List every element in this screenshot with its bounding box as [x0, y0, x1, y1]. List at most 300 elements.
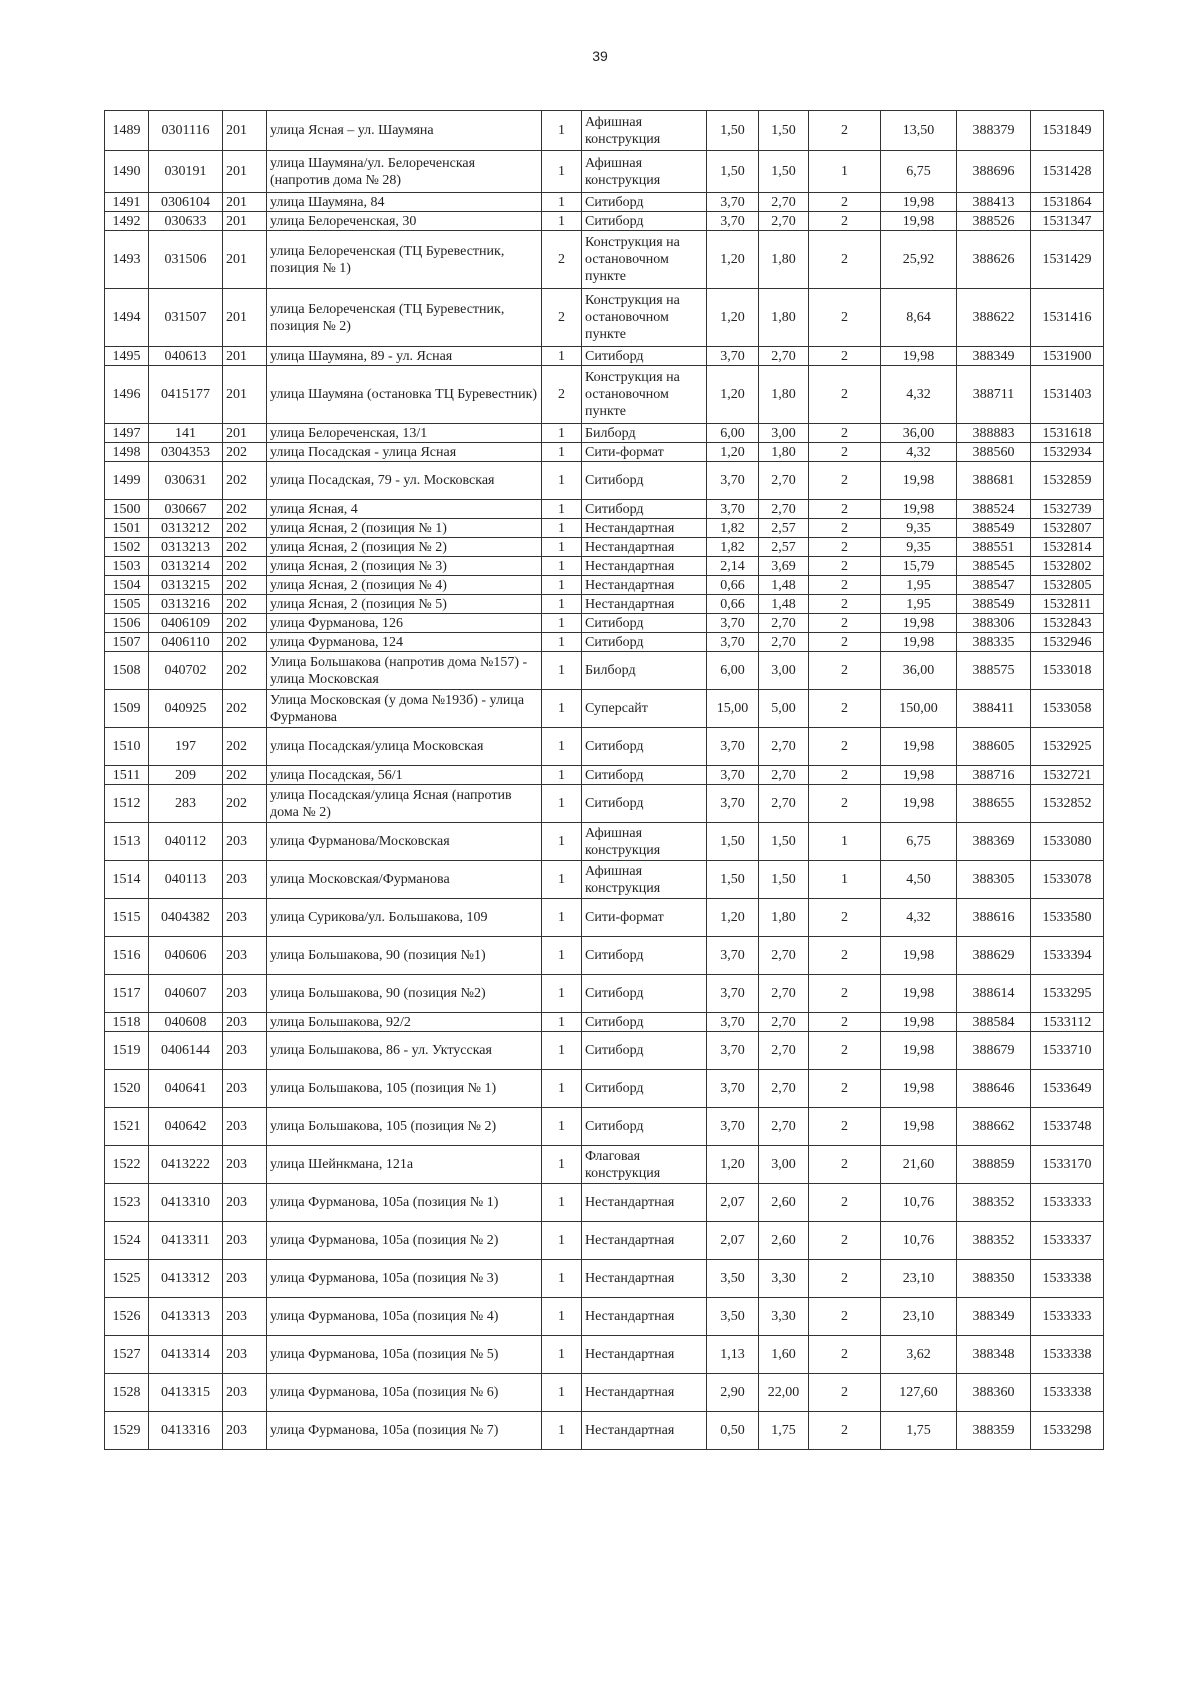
fields-cell: 2 [809, 347, 881, 366]
width-cell: 3,50 [707, 1298, 759, 1336]
table-row [105, 1222, 1104, 1260]
height-cell: 2,70 [759, 1032, 809, 1070]
area-cell: 4,50 [881, 861, 957, 899]
num-cell: 1517 [105, 975, 149, 1013]
sides-cell: 1 [542, 899, 582, 937]
x-coord-cell: 388352 [957, 1222, 1031, 1260]
fields-cell: 2 [809, 728, 881, 766]
num-cell: 1515 [105, 899, 149, 937]
table-row [105, 1336, 1104, 1374]
table-row [105, 1032, 1104, 1070]
zone-cell: 202 [223, 595, 267, 614]
zone-cell: 202 [223, 538, 267, 557]
area-cell: 6,75 [881, 151, 957, 193]
type-cell: Ситиборд [582, 614, 707, 633]
table-row [105, 785, 1104, 823]
code-cell: 040607 [149, 975, 223, 1013]
sides-cell: 1 [542, 500, 582, 519]
zone-cell: 201 [223, 366, 267, 424]
address-cell: улица Ясная – ул. Шаумяна [267, 111, 542, 151]
address-cell: улица Фурманова, 126 [267, 614, 542, 633]
type-cell: Ситиборд [582, 785, 707, 823]
area-cell: 21,60 [881, 1146, 957, 1184]
height-cell: 2,70 [759, 766, 809, 785]
table-row [105, 690, 1104, 728]
y-coord-cell: 1533080 [1031, 823, 1104, 861]
fields-cell: 1 [809, 151, 881, 193]
area-cell: 4,32 [881, 366, 957, 424]
y-coord-cell: 1531347 [1031, 212, 1104, 231]
zone-cell: 202 [223, 785, 267, 823]
table-row [105, 1070, 1104, 1108]
area-cell: 19,98 [881, 614, 957, 633]
x-coord-cell: 388524 [957, 500, 1031, 519]
table-row [105, 1184, 1104, 1222]
height-cell: 2,57 [759, 519, 809, 538]
x-coord-cell: 388549 [957, 595, 1031, 614]
num-cell: 1528 [105, 1374, 149, 1412]
code-cell: 0413310 [149, 1184, 223, 1222]
height-cell: 2,70 [759, 347, 809, 366]
type-cell: Афишная конструкция [582, 111, 707, 151]
sides-cell: 1 [542, 212, 582, 231]
code-cell: 040641 [149, 1070, 223, 1108]
address-cell: улица Фурманова, 105а (позиция № 5) [267, 1336, 542, 1374]
table-row [105, 424, 1104, 443]
y-coord-cell: 1533078 [1031, 861, 1104, 899]
x-coord-cell: 388859 [957, 1146, 1031, 1184]
y-coord-cell: 1532814 [1031, 538, 1104, 557]
table-row [105, 519, 1104, 538]
type-cell: Ситиборд [582, 1032, 707, 1070]
fields-cell: 2 [809, 366, 881, 424]
sides-cell: 1 [542, 424, 582, 443]
type-cell: Ситиборд [582, 1013, 707, 1032]
x-coord-cell: 388352 [957, 1184, 1031, 1222]
fields-cell: 2 [809, 500, 881, 519]
sides-cell: 1 [542, 614, 582, 633]
address-cell: улица Ясная, 2 (позиция № 4) [267, 576, 542, 595]
zone-cell: 202 [223, 500, 267, 519]
width-cell: 1,82 [707, 538, 759, 557]
sides-cell: 1 [542, 1298, 582, 1336]
width-cell: 3,70 [707, 766, 759, 785]
width-cell: 3,50 [707, 1260, 759, 1298]
zone-cell: 203 [223, 1013, 267, 1032]
address-cell: улица Ясная, 4 [267, 500, 542, 519]
sides-cell: 1 [542, 462, 582, 500]
num-cell: 1495 [105, 347, 149, 366]
width-cell: 1,20 [707, 366, 759, 424]
fields-cell: 2 [809, 1336, 881, 1374]
fields-cell: 1 [809, 823, 881, 861]
area-cell: 9,35 [881, 538, 957, 557]
code-cell: 030667 [149, 500, 223, 519]
sides-cell: 1 [542, 347, 582, 366]
width-cell: 3,70 [707, 462, 759, 500]
type-cell: Ситиборд [582, 975, 707, 1013]
area-cell: 19,98 [881, 785, 957, 823]
width-cell: 1,20 [707, 443, 759, 462]
x-coord-cell: 388306 [957, 614, 1031, 633]
y-coord-cell: 1531864 [1031, 193, 1104, 212]
table-row [105, 193, 1104, 212]
height-cell: 1,50 [759, 861, 809, 899]
fields-cell: 2 [809, 937, 881, 975]
zone-cell: 203 [223, 975, 267, 1013]
num-cell: 1516 [105, 937, 149, 975]
table-row [105, 937, 1104, 975]
zone-cell: 201 [223, 193, 267, 212]
address-cell: улица Посадская/улица Ясная (напротив дома № 2) [267, 785, 542, 823]
num-cell: 1526 [105, 1298, 149, 1336]
height-cell: 3,00 [759, 424, 809, 443]
x-coord-cell: 388622 [957, 289, 1031, 347]
x-coord-cell: 388696 [957, 151, 1031, 193]
area-cell: 19,98 [881, 633, 957, 652]
code-cell: 0406144 [149, 1032, 223, 1070]
type-cell: Афишная конструкция [582, 861, 707, 899]
area-cell: 1,95 [881, 576, 957, 595]
fields-cell: 2 [809, 443, 881, 462]
code-cell: 040113 [149, 861, 223, 899]
x-coord-cell: 388305 [957, 861, 1031, 899]
type-cell: Нестандартная [582, 538, 707, 557]
table-row [105, 1298, 1104, 1336]
table-row [105, 111, 1104, 151]
height-cell: 3,00 [759, 652, 809, 690]
sides-cell: 1 [542, 1260, 582, 1298]
table-row [105, 1108, 1104, 1146]
y-coord-cell: 1533018 [1031, 652, 1104, 690]
area-cell: 4,32 [881, 899, 957, 937]
fields-cell: 2 [809, 557, 881, 576]
width-cell: 3,70 [707, 1070, 759, 1108]
x-coord-cell: 388716 [957, 766, 1031, 785]
sides-cell: 2 [542, 366, 582, 424]
fields-cell: 2 [809, 193, 881, 212]
x-coord-cell: 388549 [957, 519, 1031, 538]
fields-cell: 2 [809, 1108, 881, 1146]
width-cell: 2,07 [707, 1184, 759, 1222]
x-coord-cell: 388584 [957, 1013, 1031, 1032]
address-cell: улица Белореченская (ТЦ Буревестник, позиция № 1) [267, 231, 542, 289]
num-cell: 1527 [105, 1336, 149, 1374]
width-cell: 1,50 [707, 111, 759, 151]
fields-cell: 2 [809, 1146, 881, 1184]
address-cell: улица Посадская/улица Московская [267, 728, 542, 766]
code-cell: 0406109 [149, 614, 223, 633]
table-row [105, 823, 1104, 861]
zone-cell: 203 [223, 1108, 267, 1146]
address-cell: улица Сурикова/ул. Большакова, 109 [267, 899, 542, 937]
num-cell: 1503 [105, 557, 149, 576]
type-cell: Ситиборд [582, 766, 707, 785]
y-coord-cell: 1533580 [1031, 899, 1104, 937]
num-cell: 1498 [105, 443, 149, 462]
area-cell: 36,00 [881, 424, 957, 443]
num-cell: 1521 [105, 1108, 149, 1146]
width-cell: 2,90 [707, 1374, 759, 1412]
table-row [105, 443, 1104, 462]
x-coord-cell: 388545 [957, 557, 1031, 576]
y-coord-cell: 1533337 [1031, 1222, 1104, 1260]
address-cell: улица Белореченская, 13/1 [267, 424, 542, 443]
code-cell: 0304353 [149, 443, 223, 462]
sides-cell: 1 [542, 1070, 582, 1108]
type-cell: Ситиборд [582, 500, 707, 519]
zone-cell: 203 [223, 1032, 267, 1070]
zone-cell: 201 [223, 289, 267, 347]
height-cell: 22,00 [759, 1374, 809, 1412]
num-cell: 1490 [105, 151, 149, 193]
fields-cell: 2 [809, 111, 881, 151]
y-coord-cell: 1531849 [1031, 111, 1104, 151]
width-cell: 1,82 [707, 519, 759, 538]
code-cell: 030633 [149, 212, 223, 231]
num-cell: 1519 [105, 1032, 149, 1070]
fields-cell: 2 [809, 1412, 881, 1450]
width-cell: 2,07 [707, 1222, 759, 1260]
x-coord-cell: 388413 [957, 193, 1031, 212]
x-coord-cell: 388411 [957, 690, 1031, 728]
type-cell: Ситиборд [582, 937, 707, 975]
code-cell: 040112 [149, 823, 223, 861]
sides-cell: 1 [542, 728, 582, 766]
type-cell: Нестандартная [582, 1222, 707, 1260]
code-cell: 283 [149, 785, 223, 823]
height-cell: 3,00 [759, 1146, 809, 1184]
width-cell: 3,70 [707, 1108, 759, 1146]
area-cell: 19,98 [881, 500, 957, 519]
width-cell: 3,70 [707, 785, 759, 823]
height-cell: 1,50 [759, 151, 809, 193]
x-coord-cell: 388547 [957, 576, 1031, 595]
num-cell: 1522 [105, 1146, 149, 1184]
code-cell: 0413222 [149, 1146, 223, 1184]
table-row [105, 1260, 1104, 1298]
type-cell: Конструкция на остановочном пункте [582, 289, 707, 347]
num-cell: 1499 [105, 462, 149, 500]
address-cell: улица Посадская - улица Ясная [267, 443, 542, 462]
num-cell: 1525 [105, 1260, 149, 1298]
type-cell: Ситиборд [582, 212, 707, 231]
sides-cell: 1 [542, 633, 582, 652]
num-cell: 1502 [105, 538, 149, 557]
code-cell: 0413316 [149, 1412, 223, 1450]
type-cell: Суперсайт [582, 690, 707, 728]
width-cell: 3,70 [707, 633, 759, 652]
height-cell: 3,30 [759, 1260, 809, 1298]
height-cell: 1,80 [759, 366, 809, 424]
type-cell: Нестандартная [582, 1374, 707, 1412]
type-cell: Нестандартная [582, 1298, 707, 1336]
type-cell: Ситиборд [582, 728, 707, 766]
x-coord-cell: 388605 [957, 728, 1031, 766]
type-cell: Ситиборд [582, 1070, 707, 1108]
area-cell: 19,98 [881, 1032, 957, 1070]
zone-cell: 202 [223, 462, 267, 500]
sides-cell: 1 [542, 823, 582, 861]
address-cell: улица Посадская, 79 - ул. Московская [267, 462, 542, 500]
area-cell: 6,75 [881, 823, 957, 861]
y-coord-cell: 1531403 [1031, 366, 1104, 424]
height-cell: 2,70 [759, 1108, 809, 1146]
height-cell: 2,60 [759, 1222, 809, 1260]
y-coord-cell: 1532807 [1031, 519, 1104, 538]
address-cell: улица Фурманова, 105а (позиция № 1) [267, 1184, 542, 1222]
address-cell: улица Большакова, 90 (позиция №1) [267, 937, 542, 975]
x-coord-cell: 388348 [957, 1336, 1031, 1374]
fields-cell: 2 [809, 614, 881, 633]
width-cell: 1,20 [707, 1146, 759, 1184]
x-coord-cell: 388369 [957, 823, 1031, 861]
code-cell: 0306104 [149, 193, 223, 212]
x-coord-cell: 388379 [957, 111, 1031, 151]
code-cell: 197 [149, 728, 223, 766]
y-coord-cell: 1533394 [1031, 937, 1104, 975]
type-cell: Ситиборд [582, 1108, 707, 1146]
width-cell: 3,70 [707, 500, 759, 519]
zone-cell: 203 [223, 937, 267, 975]
sides-cell: 1 [542, 1013, 582, 1032]
y-coord-cell: 1533333 [1031, 1298, 1104, 1336]
table-body [105, 111, 1104, 1450]
fields-cell: 2 [809, 231, 881, 289]
y-coord-cell: 1533058 [1031, 690, 1104, 728]
height-cell: 2,70 [759, 1070, 809, 1108]
type-cell: Нестандартная [582, 576, 707, 595]
sides-cell: 1 [542, 861, 582, 899]
fields-cell: 2 [809, 1374, 881, 1412]
fields-cell: 2 [809, 519, 881, 538]
y-coord-cell: 1533298 [1031, 1412, 1104, 1450]
num-cell: 1493 [105, 231, 149, 289]
fields-cell: 2 [809, 1222, 881, 1260]
y-coord-cell: 1532934 [1031, 443, 1104, 462]
width-cell: 1,50 [707, 151, 759, 193]
area-cell: 1,95 [881, 595, 957, 614]
x-coord-cell: 388679 [957, 1032, 1031, 1070]
table-row [105, 231, 1104, 289]
width-cell: 1,13 [707, 1336, 759, 1374]
height-cell: 5,00 [759, 690, 809, 728]
type-cell: Нестандартная [582, 557, 707, 576]
num-cell: 1500 [105, 500, 149, 519]
zone-cell: 202 [223, 728, 267, 766]
sides-cell: 1 [542, 1146, 582, 1184]
x-coord-cell: 388349 [957, 1298, 1031, 1336]
type-cell: Ситиборд [582, 347, 707, 366]
type-cell: Нестандартная [582, 519, 707, 538]
y-coord-cell: 1531429 [1031, 231, 1104, 289]
height-cell: 2,70 [759, 975, 809, 1013]
x-coord-cell: 388626 [957, 231, 1031, 289]
code-cell: 0406110 [149, 633, 223, 652]
address-cell: улица Шаумяна (остановка ТЦ Буревестник) [267, 366, 542, 424]
width-cell: 1,20 [707, 899, 759, 937]
code-cell: 0301116 [149, 111, 223, 151]
table-row [105, 1146, 1104, 1184]
area-cell: 8,64 [881, 289, 957, 347]
y-coord-cell: 1533338 [1031, 1336, 1104, 1374]
height-cell: 2,70 [759, 937, 809, 975]
sides-cell: 1 [542, 595, 582, 614]
type-cell: Билборд [582, 424, 707, 443]
type-cell: Ситиборд [582, 462, 707, 500]
table-row [105, 462, 1104, 500]
type-cell: Нестандартная [582, 1260, 707, 1298]
zone-cell: 203 [223, 1336, 267, 1374]
height-cell: 1,80 [759, 443, 809, 462]
width-cell: 3,70 [707, 1013, 759, 1032]
area-cell: 4,32 [881, 443, 957, 462]
sides-cell: 1 [542, 975, 582, 1013]
y-coord-cell: 1533649 [1031, 1070, 1104, 1108]
width-cell: 6,00 [707, 652, 759, 690]
fields-cell: 2 [809, 289, 881, 347]
zone-cell: 203 [223, 899, 267, 937]
num-cell: 1492 [105, 212, 149, 231]
sides-cell: 1 [542, 1032, 582, 1070]
address-cell: улица Московская/Фурманова [267, 861, 542, 899]
zone-cell: 202 [223, 557, 267, 576]
area-cell: 9,35 [881, 519, 957, 538]
code-cell: 031507 [149, 289, 223, 347]
zone-cell: 203 [223, 1374, 267, 1412]
type-cell: Ситиборд [582, 633, 707, 652]
zone-cell: 202 [223, 519, 267, 538]
sides-cell: 2 [542, 231, 582, 289]
y-coord-cell: 1533295 [1031, 975, 1104, 1013]
num-cell: 1512 [105, 785, 149, 823]
table-row [105, 212, 1104, 231]
zone-cell: 203 [223, 1412, 267, 1450]
width-cell: 0,66 [707, 576, 759, 595]
code-cell: 040642 [149, 1108, 223, 1146]
sides-cell: 1 [542, 538, 582, 557]
type-cell: Конструкция на остановочном пункте [582, 231, 707, 289]
zone-cell: 201 [223, 212, 267, 231]
address-cell: улица Посадская, 56/1 [267, 766, 542, 785]
code-cell: 0313215 [149, 576, 223, 595]
fields-cell: 2 [809, 595, 881, 614]
area-cell: 36,00 [881, 652, 957, 690]
code-cell: 030631 [149, 462, 223, 500]
num-cell: 1508 [105, 652, 149, 690]
sides-cell: 1 [542, 1222, 582, 1260]
num-cell: 1496 [105, 366, 149, 424]
height-cell: 2,70 [759, 500, 809, 519]
table-row [105, 289, 1104, 347]
sides-cell: 1 [542, 1336, 582, 1374]
table-row [105, 766, 1104, 785]
area-cell: 19,98 [881, 193, 957, 212]
height-cell: 1,48 [759, 576, 809, 595]
type-cell: Нестандартная [582, 595, 707, 614]
x-coord-cell: 388616 [957, 899, 1031, 937]
num-cell: 1520 [105, 1070, 149, 1108]
address-cell: улица Ясная, 2 (позиция № 3) [267, 557, 542, 576]
zone-cell: 203 [223, 1184, 267, 1222]
fields-cell: 2 [809, 538, 881, 557]
x-coord-cell: 388349 [957, 347, 1031, 366]
area-cell: 19,98 [881, 728, 957, 766]
y-coord-cell: 1533338 [1031, 1374, 1104, 1412]
table-row [105, 557, 1104, 576]
sides-cell: 1 [542, 1374, 582, 1412]
width-cell: 3,70 [707, 212, 759, 231]
